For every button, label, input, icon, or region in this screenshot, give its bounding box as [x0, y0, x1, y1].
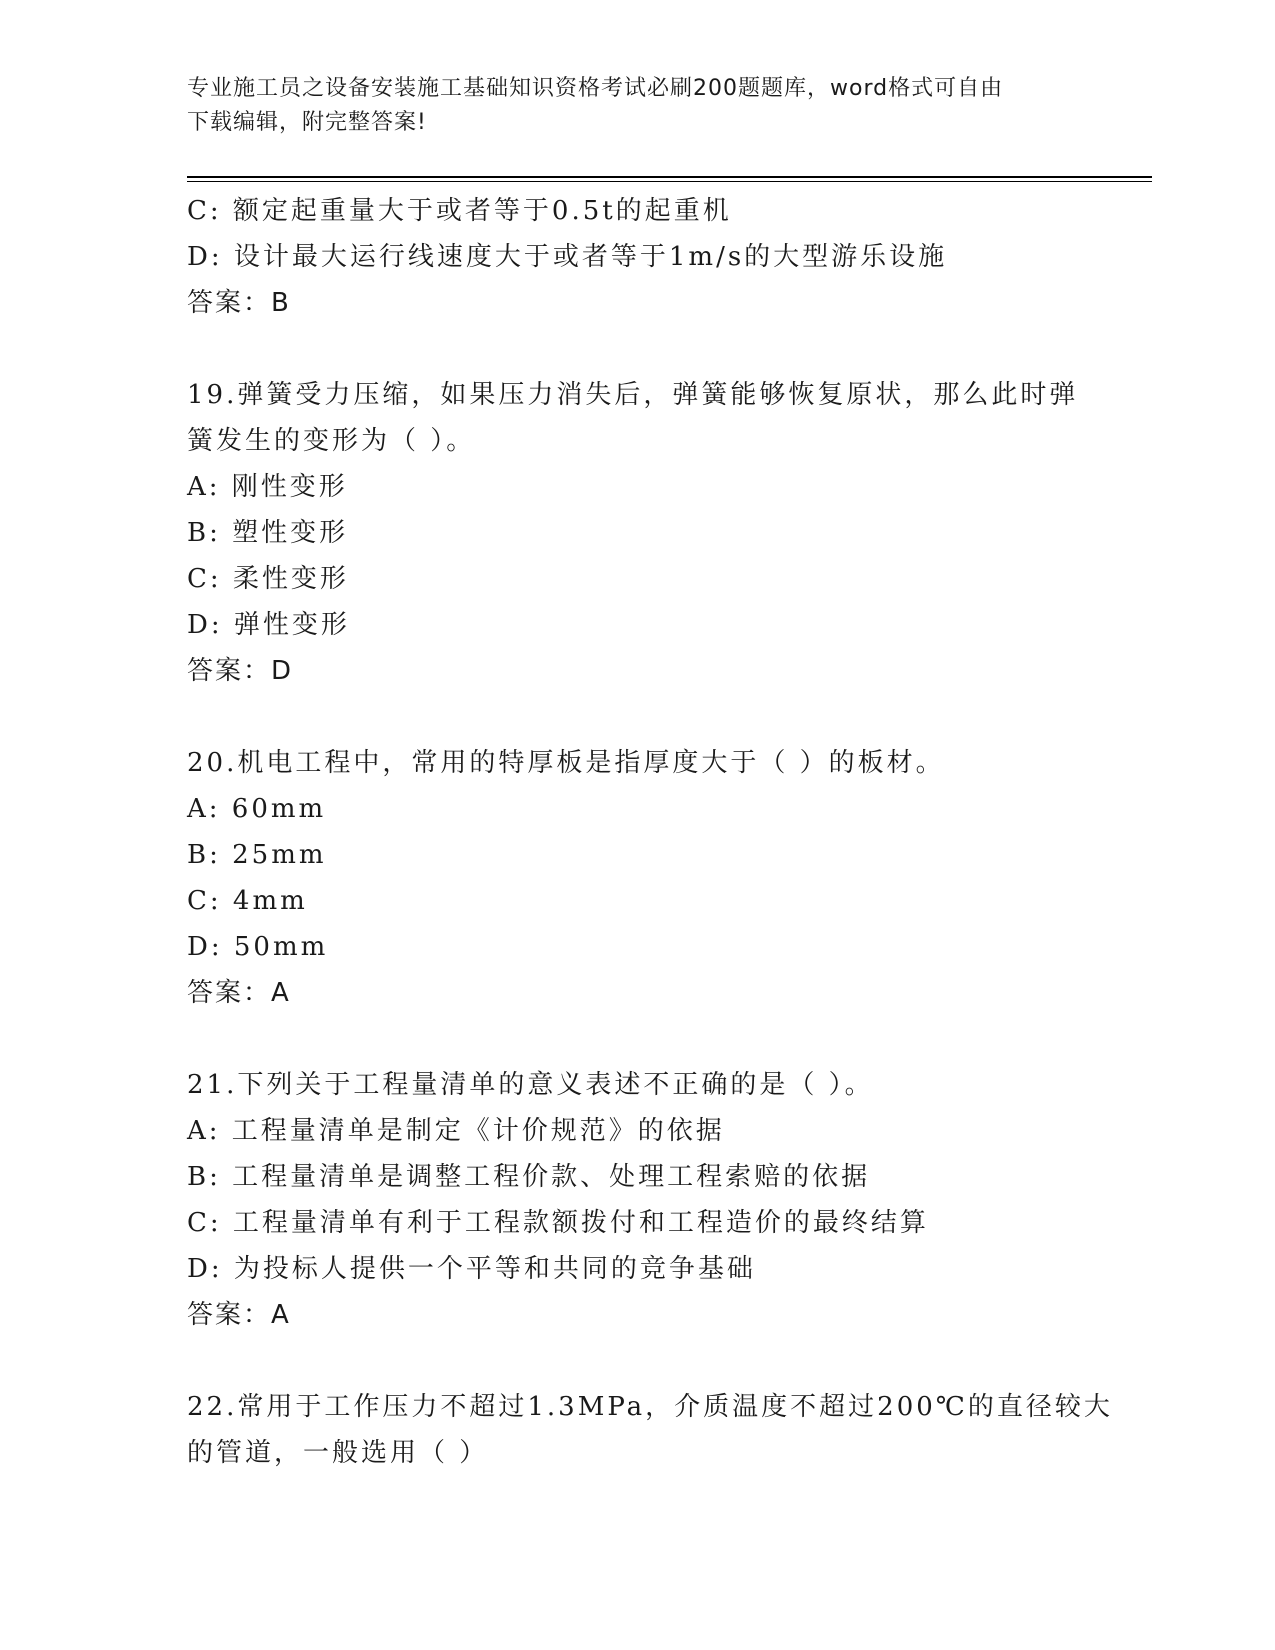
option-c: C: 4mm	[187, 886, 308, 916]
option-b: B: 25mm	[187, 840, 327, 870]
answer: 答案：A	[187, 1300, 291, 1330]
option-c: C: 额定起重量大于或者等于0.5t的起重机	[187, 196, 732, 226]
option-d: D: 弹性变形	[187, 610, 350, 640]
question-21	[187, 1062, 1117, 1338]
question-stem-line-1: 19.弹簧受力压缩，如果压力消失后，弹簧能够恢复原状，那么此时弹	[187, 380, 1079, 410]
option-d: D: 设计最大运行线速度大于或者等于1m/s的大型游乐设施	[187, 242, 948, 272]
header-title-line-2: 下载编辑，附完整答案!	[187, 110, 427, 135]
question-list	[187, 188, 1117, 1476]
option-d: D: 50mm	[187, 932, 329, 962]
header-title-line-1: 专业施工员之设备安装施工基础知识资格考试必刷200题题库，word格式可自由	[187, 76, 1004, 101]
answer: 答案：B	[187, 288, 291, 318]
option-a: A: 60mm	[187, 794, 327, 824]
header-divider-thick	[187, 176, 1152, 178]
option-a: A: 工程量清单是制定《计价规范》的依据	[187, 1116, 725, 1146]
option-d: D: 为投标人提供一个平等和共同的竞争基础	[187, 1254, 756, 1284]
answer: 答案：A	[187, 978, 291, 1008]
option-c: C: 柔性变形	[187, 564, 349, 594]
question-stem-line-2: 的管道，一般选用（ ）	[187, 1438, 489, 1468]
header-divider-thin	[187, 181, 1152, 182]
answer: 答案：D	[187, 656, 294, 686]
option-b: B: 塑性变形	[187, 518, 349, 548]
option-a: A: 刚性变形	[187, 472, 348, 502]
question-18	[187, 188, 1117, 326]
question-stem-line-1: 20.机电工程中，常用的特厚板是指厚度大于（ ）的板材。	[187, 748, 945, 778]
question-stem-line-1: 22.常用于工作压力不超过1.3MPa，介质温度不超过200℃的直径较大	[187, 1392, 1113, 1422]
question-stem-line-2: 簧发生的变形为（ ）。	[187, 426, 476, 456]
question-22	[187, 1384, 1117, 1476]
question-stem-line-1: 21.下列关于工程量清单的意义表述不正确的是（ ）。	[187, 1070, 874, 1100]
question-19	[187, 372, 1117, 694]
question-20	[187, 740, 1117, 1016]
document-header	[187, 72, 1067, 140]
option-c: C: 工程量清单有利于工程款额拨付和工程造价的最终结算	[187, 1208, 929, 1238]
option-b: B: 工程量清单是调整工程价款、处理工程索赔的依据	[187, 1162, 871, 1192]
